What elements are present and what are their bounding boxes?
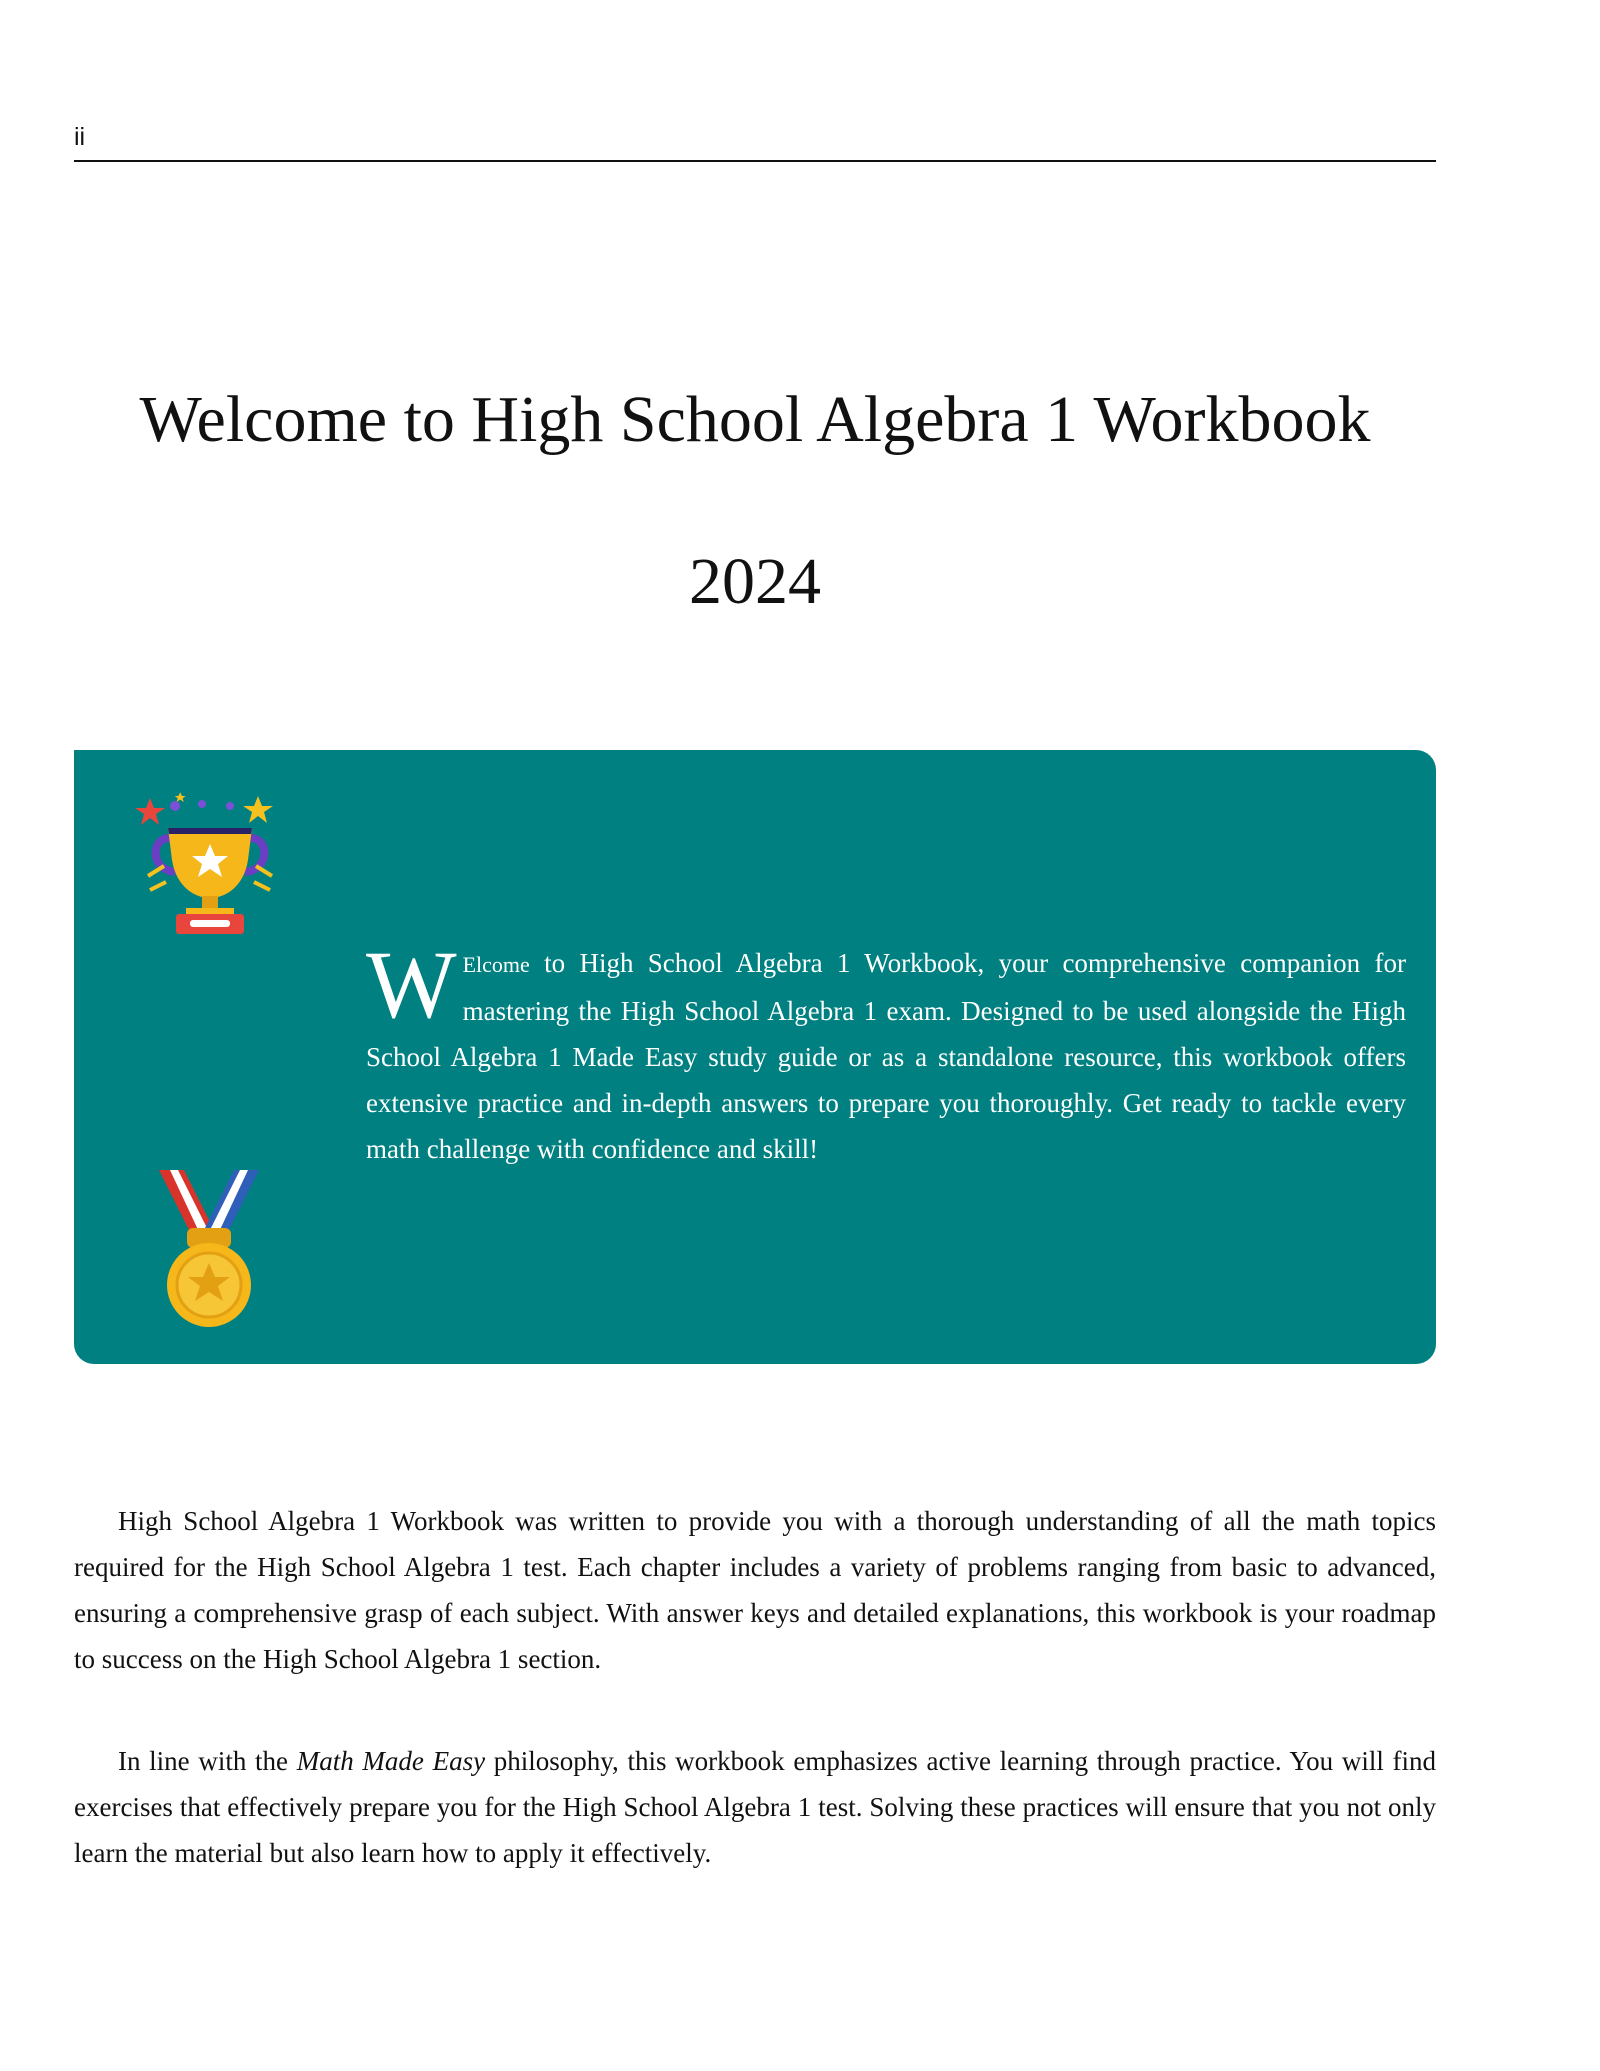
callout-small-caps: Elcome — [462, 952, 530, 977]
page-title: Welcome to High School Algebra 1 Workbook — [139, 383, 1371, 456]
paragraph-2-rest: philosophy, this workbook emphasizes active learning through practice. You will find exercises that effectively prepare you for the High School Algebra 1 test. Solving these practices will ensure that you not only learn the material but also learn how to apply it effectively. — [74, 1746, 1437, 1868]
callout-text — [366, 931, 1406, 1172]
paragraph-2-emphasis: Math Made Easy — [296, 1746, 486, 1776]
running-header — [74, 122, 1436, 162]
trophy-icon — [130, 780, 290, 940]
callout-body: to High School Algebra 1 Workbook, your comprehensive companion for mastering the High School Algebra 1 exam. Designed to be used alongside the High School Algebra 1 Made Easy study guide or as a standalone resource, this workbook offers extensive practice and in-depth answers to prepare you thoroughly. Get ready to tackle every math challenge with confidence and skill! — [366, 948, 1406, 1164]
page-year: 2024 — [689, 545, 821, 618]
body-paragraph-1: High School Algebra 1 Workbook was written to provide you with a thorough understanding of all the math topics required for the High School Algebra 1 test. Each chapter includes a variety of problems ranging from basic to advanced, ensuring a comprehensive grasp of each subject. With answer keys and detailed explanations, this workbook is your roadmap to success on the High School Algebra 1 section. — [74, 1506, 1436, 1674]
page-number: ii — [74, 123, 86, 151]
welcome-callout — [74, 750, 1436, 1364]
drop-cap: W — [366, 931, 457, 1038]
medal-icon — [154, 1170, 264, 1340]
body-paragraph-2 — [74, 1738, 1436, 1876]
paragraph-2-lead: In line with the — [118, 1746, 297, 1776]
